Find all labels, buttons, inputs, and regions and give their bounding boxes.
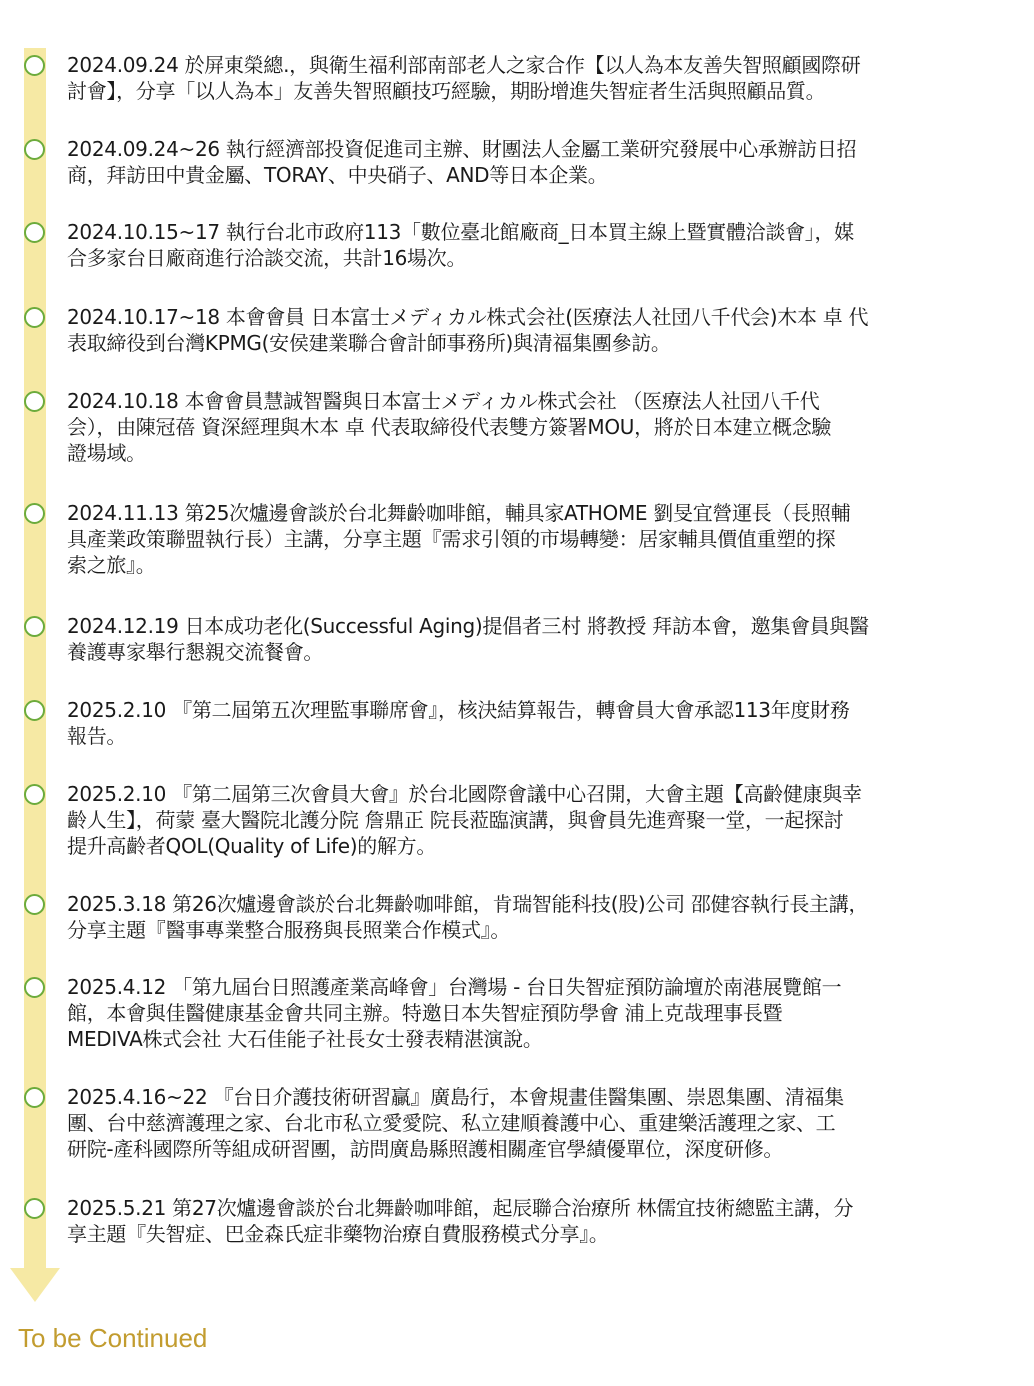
- entry-text: 2024.09.24 於屏東榮總.，與衛生福利部南部老人之家合作【以人為本友善失智照顧國際研 討會】，分享「以人為本」友善失智照顧技巧經驗，期盼增進失智症者生活與照顧品質。: [67, 53, 861, 103]
- timeline-dot-icon: [24, 55, 45, 76]
- to-be-continued-label: To be Continued: [18, 1323, 208, 1353]
- timeline-dot-icon: [24, 616, 45, 637]
- timeline-dot-icon: [24, 307, 45, 328]
- timeline-dot-icon: [24, 700, 45, 721]
- entry-text: 2025.2.10 『第二屆第三次會員大會』於台北國際會議中心召開，大會主題【高齡健康與幸 齡人生】，荷蒙 臺大醫院北護分院 詹鼎正 院長蒞臨演講，與會員先進齊聚一堂，一起探討 提升高齡者QOL(Quality of Life)的解方。: [67, 782, 862, 858]
- timeline-dot-icon: [24, 1087, 45, 1108]
- entry-text: 2024.09.24~26 執行經濟部投資促進司主辦、財團法人金屬工業研究發展中心承辦訪日招 商，拜訪田中貴金屬、TORAY、中央硝子、AND等日本企業。: [67, 137, 857, 187]
- timeline-dot-icon: [24, 222, 45, 243]
- entry-text: 2024.10.15~17 執行台北市政府113「數位臺北館廠商_日本買主線上暨實體洽談會」，媒 合多家台日廠商進行洽談交流，共計16場次。: [67, 220, 854, 270]
- entry-text: 2024.10.18 本會會員慧誠智醫與日本富士メディカル株式会社 （医療法人社団八千代 会），由陳冠蓓 資深經理與木本 卓 代表取締役代表雙方簽署MOU，將於日本建立概念驗 證場域。: [67, 389, 832, 465]
- entry-text: 2024.12.19 日本成功老化(Successful Aging)提倡者三村 將教授 拜訪本會，邀集會員與醫 養護專家舉行懇親交流餐會。: [67, 614, 869, 664]
- timeline-dot-icon: [24, 391, 45, 412]
- entry-text: 2024.10.17~18 本會會員 日本富士メディカル株式会社(医療法人社団八千代会)木本 卓 代 表取締役到台灣KPMG(安侯建業聯合會計師事務所)與清福集團參訪。: [67, 305, 869, 355]
- timeline-dot-icon: [24, 503, 45, 524]
- entry-text: 2024.11.13 第25次爐邊會談於台北舞齡咖啡館，輔具家ATHOME 劉旻宜營運長（長照輔 具產業政策聯盟執行長）主講，分享主題『需求引領的市場轉變：居家輔具價值重塑的探 索之旅』。: [67, 501, 851, 577]
- timeline-dot-icon: [24, 139, 45, 160]
- timeline-dot-icon: [24, 977, 45, 998]
- timeline-dot-icon: [24, 1198, 45, 1219]
- entry-text: 2025.4.12 「第九屆台日照護產業高峰會」台灣場 - 台日失智症預防論壇於南港展覽館一 館，本會與佳醫健康基金會共同主辦。特邀日本失智症預防學會 浦上克哉理事長暨 MEDIVA株式会社 大石佳能子社長女士發表精湛演說。: [67, 975, 842, 1051]
- entry-text: 2025.5.21 第27次爐邊會談於台北舞齡咖啡館，起辰聯合治療所 林儒宜技術總監主講，分 享主題『失智症、巴金森氏症非藥物治療自費服務模式分享』。: [67, 1196, 854, 1246]
- entry-text: 2025.2.10 『第二屆第五次理監事聯席會』，核決結算報告，轉會員大會承認113年度財務 報告。: [67, 698, 850, 748]
- entry-text: 2025.3.18 第26次爐邊會談於台北舞齡咖啡館，肯瑞智能科技(股)公司 邵健容執行長主講， 分享主題『醫事專業整合服務與長照業合作模式』。: [67, 892, 869, 942]
- entry-text: 2025.4.16~22 『台日介護技術研習贏』廣島行，本會規畫佳醫集團、崇恩集團、清福集 團、台中慈濟護理之家、台北市私立愛愛院、私立建順養護中心、重建樂活護理之家、工 研院-產科國際所等組成研習團，訪問廣島縣照護相關產官學績優單位，深度研修。: [67, 1085, 844, 1161]
- timeline-dot-icon: [24, 784, 45, 805]
- timeline-dot-icon: [24, 894, 45, 915]
- timeline-arrow-icon: [10, 1268, 60, 1302]
